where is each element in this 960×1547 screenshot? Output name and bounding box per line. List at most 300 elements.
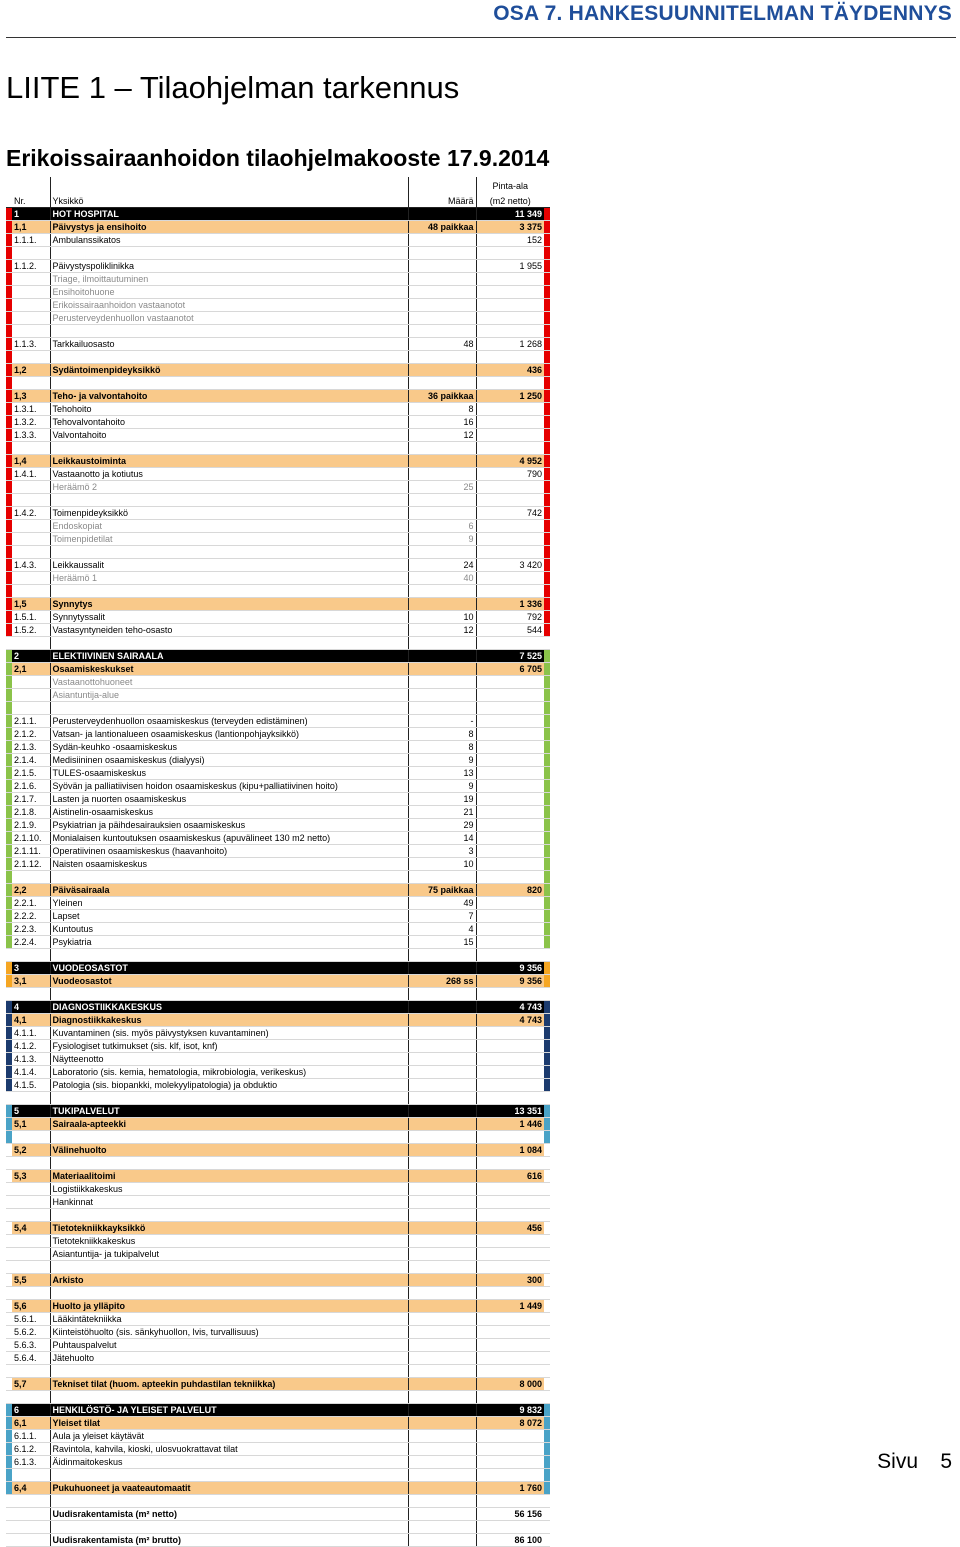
cell-area: 4 743 xyxy=(476,1014,544,1027)
table-row xyxy=(6,728,550,741)
cell-area: 3 375 xyxy=(476,221,544,234)
subsection-row xyxy=(6,598,550,611)
cell-area xyxy=(476,1092,544,1105)
section-row xyxy=(6,1001,550,1014)
row-color-bar-right xyxy=(544,1352,550,1365)
cell-area: 7 525 xyxy=(476,650,544,663)
table-row xyxy=(6,1391,550,1404)
row-color-bar-right xyxy=(544,338,550,351)
cell-unit-name: Naisten osaamiskeskus xyxy=(50,858,408,871)
cell-quantity xyxy=(408,1443,476,1456)
row-color-bar-right xyxy=(544,1456,550,1469)
cell-quantity xyxy=(408,1482,476,1495)
row-color-bar-right xyxy=(544,845,550,858)
cell-unit-name: Tarkkailuosasto xyxy=(50,338,408,351)
table-row xyxy=(6,715,550,728)
cell-unit-name: Perusterveydenhuollon vastaanotot xyxy=(50,312,408,325)
cell-quantity xyxy=(408,988,476,1001)
table-row xyxy=(6,1248,550,1261)
cell-quantity xyxy=(408,1014,476,1027)
cell-area xyxy=(476,1261,544,1274)
cell-quantity xyxy=(408,299,476,312)
cell-number xyxy=(12,273,50,286)
cell-quantity: 9 xyxy=(408,780,476,793)
cell-unit-name: Jätehuolto xyxy=(50,1352,408,1365)
cell-quantity: 6 xyxy=(408,520,476,533)
cell-unit-name: Tietotekniikkayksikkö xyxy=(50,1222,408,1235)
cell-unit-name: Heräämö 1 xyxy=(50,572,408,585)
cell-unit-name: Vastaanotto ja kotiutus xyxy=(50,468,408,481)
cell-unit-name: Sairaala-apteekki xyxy=(50,1118,408,1131)
section-row xyxy=(6,1105,550,1118)
cell-area xyxy=(476,1235,544,1248)
cell-unit-name: Pukuhuoneet ja vaateautomaatit xyxy=(50,1482,408,1495)
cell-unit-name xyxy=(50,325,408,338)
row-color-bar-right xyxy=(544,741,550,754)
table-row xyxy=(6,468,550,481)
cell-unit-name: Patologia (sis. biopankki, molekyylipatologia) ja obduktio xyxy=(50,1079,408,1092)
table-row xyxy=(6,871,550,884)
cell-unit-name xyxy=(50,702,408,715)
cell-number: 5,1 xyxy=(12,1118,50,1131)
cell-unit-name: DIAGNOSTIIKKAKESKUS xyxy=(50,1001,408,1014)
cell-quantity xyxy=(408,1001,476,1014)
cell-unit-name: Diagnostiikkakeskus xyxy=(50,1014,408,1027)
subsection-row xyxy=(6,1378,550,1391)
cell-number: 6,4 xyxy=(12,1482,50,1495)
row-color-bar-right xyxy=(544,793,550,806)
cell-area xyxy=(476,325,544,338)
row-color-bar-right xyxy=(544,351,550,364)
row-color-bar-right xyxy=(544,1222,550,1235)
table-row xyxy=(6,845,550,858)
table-row xyxy=(6,923,550,936)
cell-quantity: 19 xyxy=(408,793,476,806)
cell-area xyxy=(476,1326,544,1339)
table-row xyxy=(6,767,550,780)
row-color-bar-right xyxy=(544,832,550,845)
table-row xyxy=(6,494,550,507)
row-color-bar-right xyxy=(544,273,550,286)
cell-unit-name: Vastasyntyneiden teho-osasto xyxy=(50,624,408,637)
cell-number: 4,1 xyxy=(12,1014,50,1027)
cell-unit-name xyxy=(50,494,408,507)
cell-unit-name: Päivystys ja ensihoito xyxy=(50,221,408,234)
cell-area xyxy=(476,1196,544,1209)
cell-unit-name: Lääkintätekniikka xyxy=(50,1313,408,1326)
cell-area xyxy=(476,689,544,702)
cell-quantity: 268 ss xyxy=(408,975,476,988)
header-divider xyxy=(6,37,956,38)
table-row xyxy=(6,1352,550,1365)
row-color-bar-right xyxy=(544,1443,550,1456)
cell-area xyxy=(476,1209,544,1222)
cell-number: 2.1.11. xyxy=(12,845,50,858)
row-color-bar-right xyxy=(544,962,550,975)
cell-area: 436 xyxy=(476,364,544,377)
cell-unit-name: Aistinelin-osaamiskeskus xyxy=(50,806,408,819)
cell-area: 8 000 xyxy=(476,1378,544,1391)
row-color-bar-right xyxy=(544,364,550,377)
cell-area xyxy=(476,806,544,819)
cell-unit-name xyxy=(50,1157,408,1170)
section-row xyxy=(6,650,550,663)
cell-number: 4 xyxy=(12,1001,50,1014)
cell-area xyxy=(476,416,544,429)
cell-number xyxy=(12,1092,50,1105)
subsection-row xyxy=(6,975,550,988)
cell-number: 4.1.3. xyxy=(12,1053,50,1066)
cell-number: 1.3.2. xyxy=(12,416,50,429)
cell-unit-name: Uudisrakentamista (m² brutto) xyxy=(50,1534,408,1547)
cell-number xyxy=(12,702,50,715)
cell-number xyxy=(12,442,50,455)
cell-unit-name: Vatsan- ja lantionalueen osaamiskeskus (lantionpohjayksikkö) xyxy=(50,728,408,741)
table-row xyxy=(6,442,550,455)
cell-unit-name: Tekniset tilat (huom. apteekin puhdastilan tekniikka) xyxy=(50,1378,408,1391)
cell-unit-name: Asiantuntija-alue xyxy=(50,689,408,702)
cell-number: 6.1.3. xyxy=(12,1456,50,1469)
cell-area xyxy=(476,1313,544,1326)
subsection-row xyxy=(6,1170,550,1183)
cell-area xyxy=(476,585,544,598)
cell-quantity xyxy=(408,1027,476,1040)
subsection-row xyxy=(6,1274,550,1287)
cell-unit-name: VUODEOSASTOT xyxy=(50,962,408,975)
cell-number: 1.4.3. xyxy=(12,559,50,572)
row-color-bar-right xyxy=(544,1326,550,1339)
cell-number xyxy=(12,546,50,559)
row-color-bar-right xyxy=(544,559,550,572)
cell-area xyxy=(476,494,544,507)
cell-quantity xyxy=(408,208,476,221)
cell-number xyxy=(12,312,50,325)
cell-unit-name: Endoskopiat xyxy=(50,520,408,533)
cell-quantity xyxy=(408,1105,476,1118)
table-row xyxy=(6,1521,550,1534)
cell-quantity xyxy=(408,247,476,260)
row-color-bar-right xyxy=(544,1391,550,1404)
cell-number xyxy=(12,1209,50,1222)
space-program-table xyxy=(6,177,550,1547)
row-color-bar-right xyxy=(544,468,550,481)
cell-unit-name xyxy=(50,1521,408,1534)
table-row xyxy=(6,338,550,351)
row-color-bar-right xyxy=(544,806,550,819)
row-color-bar-right xyxy=(544,663,550,676)
cell-area xyxy=(476,273,544,286)
subsection-row xyxy=(6,1222,550,1235)
cell-unit-name: Tehovalvontahoito xyxy=(50,416,408,429)
cell-unit-name xyxy=(50,1391,408,1404)
cell-quantity: 10 xyxy=(408,611,476,624)
cell-unit-name: Välinehuolto xyxy=(50,1144,408,1157)
cell-area: 11 349 xyxy=(476,208,544,221)
cell-area xyxy=(476,988,544,1001)
cell-quantity xyxy=(408,1261,476,1274)
cell-unit-name: Erikoissairaanhoidon vastaanotot xyxy=(50,299,408,312)
row-color-bar-right xyxy=(544,819,550,832)
cell-area xyxy=(476,533,544,546)
cell-unit-name xyxy=(50,1365,408,1378)
table-row xyxy=(6,1261,550,1274)
row-color-bar-right xyxy=(544,390,550,403)
cell-quantity xyxy=(408,1300,476,1313)
table-row xyxy=(6,832,550,845)
cell-unit-name: Perusterveydenhuollon osaamiskeskus (terveyden edistäminen) xyxy=(50,715,408,728)
cell-quantity xyxy=(408,1534,476,1547)
cell-unit-name: Teho- ja valvontahoito xyxy=(50,390,408,403)
cell-number: 2 xyxy=(12,650,50,663)
cell-unit-name: Äidinmaitokeskus xyxy=(50,1456,408,1469)
cell-unit-name: HENKILÖSTÖ- JA YLEISET PALVELUT xyxy=(50,1404,408,1417)
cell-quantity xyxy=(408,1404,476,1417)
row-color-bar-right xyxy=(544,247,550,260)
cell-area xyxy=(476,1027,544,1040)
cell-unit-name xyxy=(50,1092,408,1105)
cell-area: 56 156 xyxy=(476,1508,544,1521)
cell-unit-name xyxy=(50,247,408,260)
cell-quantity xyxy=(408,1391,476,1404)
section-row xyxy=(6,1404,550,1417)
cell-number xyxy=(12,377,50,390)
cell-area xyxy=(476,767,544,780)
section-row xyxy=(6,208,550,221)
cell-quantity xyxy=(408,494,476,507)
row-color-bar-right xyxy=(544,715,550,728)
cell-quantity xyxy=(408,1235,476,1248)
row-color-bar-right xyxy=(544,910,550,923)
cell-quantity xyxy=(408,286,476,299)
table-row xyxy=(6,299,550,312)
cell-area xyxy=(476,819,544,832)
cell-number: 2.1.10. xyxy=(12,832,50,845)
table-row xyxy=(6,1339,550,1352)
cell-area xyxy=(476,1456,544,1469)
cell-area: 300 xyxy=(476,1274,544,1287)
cell-quantity xyxy=(408,234,476,247)
cell-quantity xyxy=(408,871,476,884)
cell-area: 792 xyxy=(476,611,544,624)
table-row xyxy=(6,481,550,494)
row-color-bar-right xyxy=(544,1196,550,1209)
cell-unit-name: Psykiatria xyxy=(50,936,408,949)
cell-quantity xyxy=(408,1274,476,1287)
cell-number: 6.1.1. xyxy=(12,1430,50,1443)
row-color-bar-right xyxy=(544,585,550,598)
cell-unit-name: Osaamiskeskukset xyxy=(50,663,408,676)
row-color-bar-right xyxy=(544,1339,550,1352)
cell-number: 2.1.5. xyxy=(12,767,50,780)
cell-number: 2.1.3. xyxy=(12,741,50,754)
row-color-bar-right xyxy=(544,416,550,429)
cell-number: 1.1.2. xyxy=(12,260,50,273)
table-row xyxy=(6,312,550,325)
table-row xyxy=(6,1027,550,1040)
row-color-bar-right xyxy=(544,1313,550,1326)
cell-area: 9 356 xyxy=(476,975,544,988)
table-row xyxy=(6,897,550,910)
row-color-bar-right xyxy=(544,520,550,533)
cell-unit-name: TUKIPALVELUT xyxy=(50,1105,408,1118)
cell-number: 5.6.1. xyxy=(12,1313,50,1326)
row-color-bar-right xyxy=(544,1053,550,1066)
cell-number: 6.1.2. xyxy=(12,1443,50,1456)
table-row xyxy=(6,520,550,533)
table-row xyxy=(6,572,550,585)
cell-number: 2.1.7. xyxy=(12,793,50,806)
cell-area: 1 336 xyxy=(476,598,544,611)
cell-number xyxy=(12,1248,50,1261)
page-number: 5 xyxy=(940,1450,952,1473)
row-color-bar-right xyxy=(544,1274,550,1287)
table-row xyxy=(6,611,550,624)
cell-number xyxy=(12,325,50,338)
cell-unit-name: Päivystyspoliklinikka xyxy=(50,260,408,273)
header-nr: Nr. xyxy=(12,192,50,208)
cell-area xyxy=(476,923,544,936)
row-color-bar-right xyxy=(544,1534,550,1547)
table-row xyxy=(6,858,550,871)
subsection-row xyxy=(6,1118,550,1131)
cell-quantity xyxy=(408,1209,476,1222)
cell-area: 456 xyxy=(476,1222,544,1235)
table-row xyxy=(6,910,550,923)
cell-quantity xyxy=(408,1456,476,1469)
cell-area xyxy=(476,1443,544,1456)
table-row xyxy=(6,416,550,429)
row-color-bar-right xyxy=(544,936,550,949)
cell-area: 1 250 xyxy=(476,390,544,403)
cell-quantity xyxy=(408,689,476,702)
cell-unit-name: Sydäntoimenpideyksikkö xyxy=(50,364,408,377)
cell-number xyxy=(12,1157,50,1170)
row-color-bar-right xyxy=(544,767,550,780)
row-color-bar-right xyxy=(544,689,550,702)
table-row xyxy=(6,1430,550,1443)
cell-quantity: 40 xyxy=(408,572,476,585)
cell-number: 1.3.1. xyxy=(12,403,50,416)
cell-area xyxy=(476,1131,544,1144)
cell-unit-name: Kuvantaminen (sis. myös päivystyksen kuvantaminen) xyxy=(50,1027,408,1040)
cell-area xyxy=(476,832,544,845)
cell-area xyxy=(476,1248,544,1261)
cell-number xyxy=(12,637,50,650)
row-color-bar-right xyxy=(544,1105,550,1118)
cell-unit-name: Päiväsairaala xyxy=(50,884,408,897)
cell-area xyxy=(476,1053,544,1066)
cell-unit-name: Heräämö 2 xyxy=(50,481,408,494)
cell-number xyxy=(12,481,50,494)
cell-unit-name: Logistiikkakeskus xyxy=(50,1183,408,1196)
cell-unit-name xyxy=(50,1469,408,1482)
cell-unit-name: Arkisto xyxy=(50,1274,408,1287)
cell-number xyxy=(12,1261,50,1274)
table-row xyxy=(6,247,550,260)
cell-number: 1,1 xyxy=(12,221,50,234)
subsection-row xyxy=(6,1482,550,1495)
cell-area xyxy=(476,1352,544,1365)
cell-quantity xyxy=(408,1066,476,1079)
row-color-bar-right xyxy=(544,988,550,1001)
cell-quantity: 14 xyxy=(408,832,476,845)
cell-number: 1.1.1. xyxy=(12,234,50,247)
cell-number: 2.2.3. xyxy=(12,923,50,936)
cell-number: 1.4.2. xyxy=(12,507,50,520)
cell-number xyxy=(12,1287,50,1300)
table-row xyxy=(6,1053,550,1066)
cell-number: 6 xyxy=(12,1404,50,1417)
cell-area xyxy=(476,728,544,741)
subsection-row xyxy=(6,1417,550,1430)
cell-area xyxy=(476,1469,544,1482)
cell-number xyxy=(12,1534,50,1547)
table-row xyxy=(6,1313,550,1326)
cell-number: 1.5.2. xyxy=(12,624,50,637)
cell-unit-name xyxy=(50,351,408,364)
row-color-bar-right xyxy=(544,377,550,390)
cell-unit-name: Aula ja yleiset käytävät xyxy=(50,1430,408,1443)
cell-area: 1 955 xyxy=(476,260,544,273)
cell-area xyxy=(476,1183,544,1196)
cell-quantity: 13 xyxy=(408,767,476,780)
cell-area: 86 100 xyxy=(476,1534,544,1547)
cell-area: 1 084 xyxy=(476,1144,544,1157)
page-title: LIITE 1 – Tilaohjelman tarkennus xyxy=(6,70,460,105)
cell-unit-name xyxy=(50,988,408,1001)
row-color-bar-right xyxy=(544,1287,550,1300)
table-row xyxy=(6,1209,550,1222)
cell-quantity: 49 xyxy=(408,897,476,910)
table-row xyxy=(6,1040,550,1053)
table-row xyxy=(6,624,550,637)
row-color-bar-right xyxy=(544,1157,550,1170)
table-row xyxy=(6,1235,550,1248)
cell-unit-name: Yleinen xyxy=(50,897,408,910)
cell-number xyxy=(12,533,50,546)
row-color-bar-right xyxy=(544,702,550,715)
cell-quantity xyxy=(408,1339,476,1352)
cell-quantity: 75 paikkaa xyxy=(408,884,476,897)
subsection-row xyxy=(6,1300,550,1313)
cell-number: 2.1.8. xyxy=(12,806,50,819)
cell-quantity xyxy=(408,1313,476,1326)
cell-unit-name: Monialaisen kuntoutuksen osaamiskeskus (apuvälineet 130 m2 netto) xyxy=(50,832,408,845)
table-row xyxy=(6,1508,550,1521)
row-color-bar-right xyxy=(544,624,550,637)
cell-unit-name: Syövän ja palliatiivisen hoidon osaamiskeskus (kipu+palliatiivinen hoito) xyxy=(50,780,408,793)
cell-unit-name xyxy=(50,1495,408,1508)
table-row xyxy=(6,780,550,793)
cell-area xyxy=(476,572,544,585)
cell-number: 1.4.1. xyxy=(12,468,50,481)
cell-quantity: - xyxy=(408,715,476,728)
cell-unit-name xyxy=(50,546,408,559)
cell-unit-name xyxy=(50,637,408,650)
table-header-row-2 xyxy=(6,192,550,208)
cell-quantity xyxy=(408,1118,476,1131)
row-color-bar-right xyxy=(544,1118,550,1131)
row-color-bar-right xyxy=(544,507,550,520)
cell-number xyxy=(12,871,50,884)
cell-unit-name xyxy=(50,442,408,455)
table-row xyxy=(6,507,550,520)
table-row xyxy=(6,1066,550,1079)
cell-number: 1,3 xyxy=(12,390,50,403)
row-color-bar-right xyxy=(544,533,550,546)
cell-quantity xyxy=(408,1183,476,1196)
cell-quantity xyxy=(408,1430,476,1443)
